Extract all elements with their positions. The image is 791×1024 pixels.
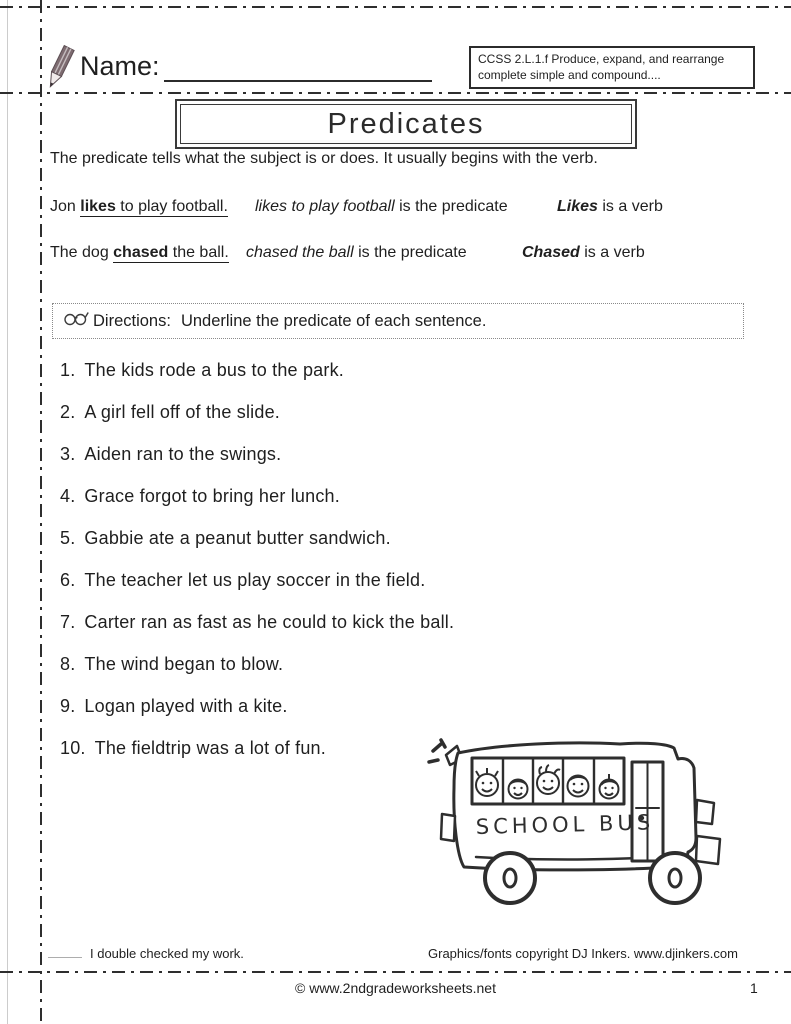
ccss-standard-box <box>469 46 755 89</box>
border-left-line <box>40 0 42 1024</box>
sentence-item: 4. Grace forgot to bring her lunch. <box>60 486 340 506</box>
header-divider-line <box>0 92 791 94</box>
sentence-item: 7. Carter ran as fast as he could to kick the ball. <box>60 612 455 632</box>
example2-predicate-phrase: chased the ball <box>246 244 354 261</box>
sentence-item: 1. The kids rode a bus to the park. <box>60 360 344 380</box>
directions-box <box>52 303 744 339</box>
border-top-line <box>0 6 791 8</box>
example2-verb-note: is a verb <box>579 244 645 261</box>
example1-prefix: Jon <box>50 198 81 215</box>
directions-label: Directions: <box>93 311 171 330</box>
self-check-row <box>48 944 244 961</box>
sentence-item: 9. Logan played with a kite. <box>60 696 288 716</box>
sentence-item: 2. A girl fell off of the slide. <box>60 402 280 422</box>
example2-prefix: The dog <box>50 244 114 261</box>
sentence-item: 10. The fieldtrip was a lot of fun. <box>60 738 326 758</box>
glasses-icon <box>63 310 89 332</box>
example2-underlined-predicate: chased the ball. <box>113 244 229 261</box>
sentence-item: 8. The wind began to blow. <box>60 654 284 674</box>
page-title: Predicates <box>327 107 485 140</box>
name-label: Name: <box>80 51 160 81</box>
sentence-list <box>60 360 454 780</box>
directions-text: Underline the predicate of each sentence. <box>180 311 487 330</box>
school-bus-illustration <box>420 728 770 918</box>
example2-verb-word: Chased <box>522 244 580 261</box>
ccss-line1: CCSS 2.L.1.f Produce, expand, and rearrange <box>478 52 725 66</box>
sentence-item: 3. Aiden ran to the swings. <box>60 444 282 464</box>
page-number: 1 <box>750 980 758 996</box>
pencil-icon <box>42 44 78 97</box>
intro-text: The predicate tells what the subject is or does. It usually begins with the verb. <box>50 150 598 167</box>
website-text: © www.2ndgradeworksheets.net <box>295 980 496 996</box>
copyright-text: Graphics/fonts copyright DJ Inkers. www.djinkers.com <box>428 946 738 961</box>
footer-divider-line <box>0 971 791 973</box>
example2-predicate-note: is the predicate <box>353 244 467 261</box>
bus-label-text: SCHOOL BUS <box>475 810 655 839</box>
check-text: I double checked my work. <box>90 946 244 961</box>
title-box <box>175 99 637 149</box>
check-blank-line <box>48 944 82 958</box>
example1-verb-word: Likes <box>557 198 598 215</box>
ccss-line2: complete simple and compound.... <box>478 67 661 82</box>
example1-underlined-predicate: likes to play football. <box>80 198 228 215</box>
name-blank-line <box>164 50 432 82</box>
example1-predicate-note: is the predicate <box>394 198 508 215</box>
example1-predicate-phrase: likes to play football <box>255 198 395 215</box>
sentence-item: 5. Gabbie ate a peanut butter sandwich. <box>60 528 391 548</box>
left-edge-gray-line <box>7 0 8 1024</box>
name-row <box>80 50 432 82</box>
example1-verb-note: is a verb <box>597 198 663 215</box>
sentence-item: 6. The teacher let us play soccer in the field. <box>60 570 426 590</box>
